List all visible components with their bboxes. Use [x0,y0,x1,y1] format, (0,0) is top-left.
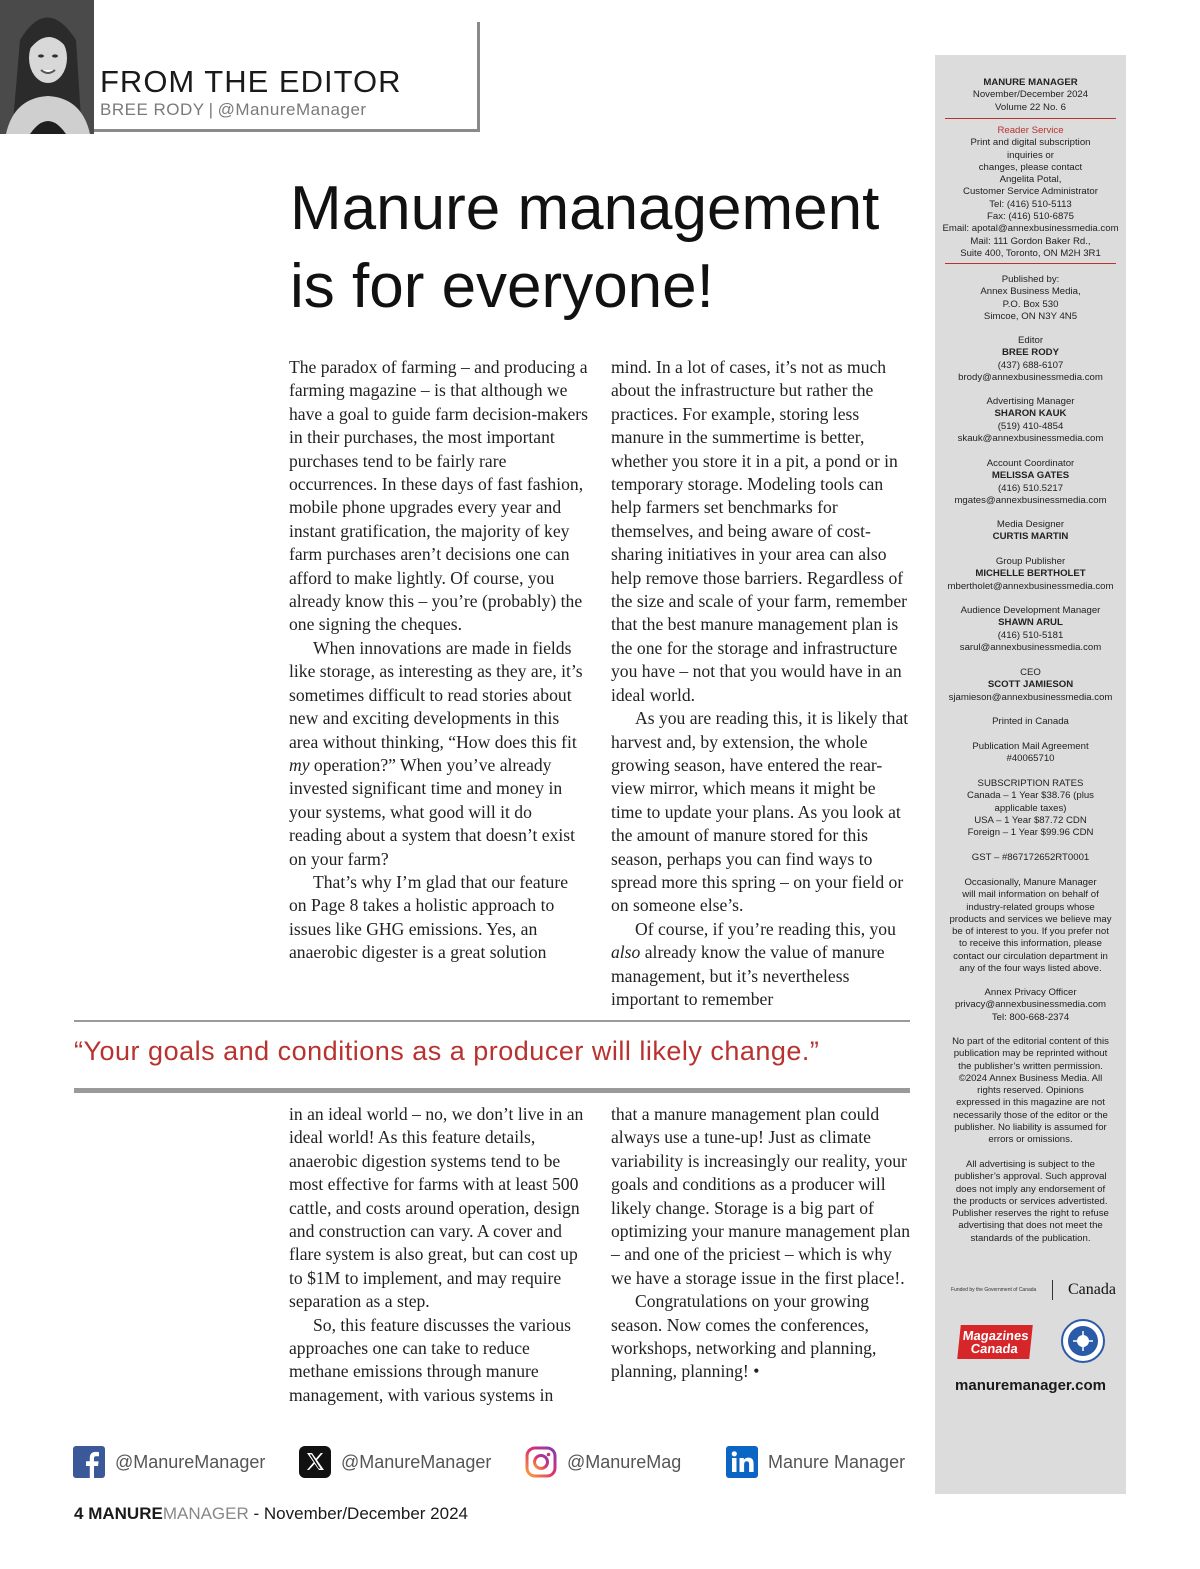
text-line: changes, please contact [978,161,1083,173]
text-line: All advertising is subject to the [965,1159,1096,1170]
canada-wordmark: Canada [1068,1281,1116,1298]
logo-text: Canada [970,1341,1019,1356]
text-line: Fax: (416) 510-6875 [987,211,1074,223]
text-line: the publisher’s written permission. [958,1060,1103,1072]
text-line: Publication Mail Agreement [972,741,1089,752]
paragraph: in an ideal world – no, we don’t live in an ideal world! As this feature details, anaerobic digestion systems tend to be most effective for farms with at least 500 cattle, and costs around operation, design and construction can vary. A cover and flare system is also great, but can cost up to $1M to implement, and may require separation as a step. [289,1104,584,1312]
funded-by-text: Funded by the Government of Canada [951,1287,1037,1293]
linkedin-icon [726,1446,758,1478]
article-column-3 [289,1103,589,1407]
text-line: No part of the editorial content of this [952,1036,1109,1047]
staff-name: CURTIS MARTIN [992,531,1069,543]
text-line: Foreign – 1 Year $99.96 CDN [967,827,1094,839]
footer-brand-light: MANAGER [162,1504,249,1523]
subscription-rates [935,778,1126,839]
staff-name: SCOTT JAMIESON [987,679,1074,691]
staff-name: MELISSA GATES [991,470,1070,482]
masthead-issue: November/December 2024 [972,89,1089,101]
text-line: advertising that does not meet the [958,1220,1103,1232]
government-of-canada-logo [951,1280,1116,1300]
masthead-divider [945,118,1116,119]
text-line: Tel: (416) 510-5113 [989,198,1072,210]
social-facebook[interactable] [73,1444,265,1480]
staff-phone: (416) 510-5181 [997,629,1064,641]
text-line: rights reserved. Opinions [977,1085,1084,1097]
staff-phone: (416) 510.5217 [997,482,1064,494]
staff-role: Media Designer [996,519,1065,530]
staff-name: SHARON KAUK [994,408,1067,420]
text-line: P.O. Box 530 [1002,298,1059,310]
text-line: Email: apotal@annexbusinessmedia.com [942,223,1119,235]
privacy-officer [935,987,1126,1024]
magazines-canada-logo [957,1325,1033,1359]
text-line: Canada – 1 Year $38.76 (plus [967,790,1094,802]
text-line: Published by: [1001,274,1060,285]
circulation-seal-icon [1061,1319,1105,1363]
footer-brand-bold: MANURE [88,1504,163,1523]
text-line: inquiries or [1007,149,1054,161]
text-line: industry-related groups whose [966,901,1095,913]
staff-phone: (437) 688-6107 [997,359,1064,371]
article-column-2 [611,356,911,1011]
reader-service-heading: Reader Service [997,125,1064,136]
social-x[interactable] [299,1444,491,1480]
staff-name: SHAWN ARUL [998,617,1063,629]
instagram-icon [525,1446,557,1478]
social-instagram[interactable] [525,1444,681,1480]
staff-email: mgates@annexbusinessmedia.com [954,494,1107,506]
author-handle: @ManureManager [217,100,367,119]
headline-line-2: is for everyone! [290,252,714,321]
staff-role: Account Coordinator [986,458,1075,469]
text-line: Annex Privacy Officer [984,987,1077,998]
staff-ad-manager [935,396,1126,445]
text-line: privacy@annexbusinessmedia.com [954,999,1107,1011]
staff-audience [935,605,1126,654]
staff-phone: (519) 410-4854 [997,420,1064,432]
staff-account [935,458,1126,507]
gst-number: GST – #867172652RT0001 [971,852,1090,863]
paragraph [289,637,589,871]
instagram-handle: @ManureMag [567,1451,682,1472]
masthead-title-block [935,77,1126,114]
text-line: USA – 1 Year $87.72 CDN [974,814,1087,826]
copyright-notice [935,1036,1126,1147]
text-line: errors or omissions. [988,1134,1073,1146]
text-line: Simcoe, ON N3Y 4N5 [983,310,1078,322]
logo-text: Magazines [962,1328,1030,1343]
text-line: publisher. No liability is assumed for [954,1122,1107,1134]
text-line: be of interest to you. If you prefer not [952,926,1109,938]
article-column-1 [289,356,589,965]
text-line: Print and digital subscription [970,137,1091,149]
emphasis: also [611,942,641,963]
text-line: Tel: 800-668-2374 [991,1011,1070,1023]
pull-quote-rule-top [74,1020,910,1022]
staff-email: skauk@annexbusinessmedia.com [957,432,1104,444]
reader-service-block [935,125,1126,260]
emphasis: my [289,754,310,775]
text-line: contact our circulation department in [953,950,1108,962]
footer-issue: - November/December 2024 [253,1504,468,1523]
section-title: FROM THE EDITOR [100,64,402,99]
staff-ceo [935,667,1126,704]
rates-heading: SUBSCRIPTION RATES [977,778,1084,789]
staff-email: sarul@annexbusinessmedia.com [959,641,1102,653]
masthead-divider [945,263,1116,264]
paragraph: So, this feature discusses the various approaches one can take to reduce methane emissions through manure management, with various systems in [289,1314,571,1405]
author-name: BREE RODY [100,100,205,119]
printed-in: Printed in Canada [992,716,1069,727]
staff-email: brody@annexbusinessmedia.com [958,371,1103,383]
text-line: to receive this information, please [959,938,1102,950]
text-line: publication may be reprinted without [953,1048,1108,1060]
pull-quote-rule-bottom [74,1088,910,1093]
text-line: necessarily those of the editor or the [953,1109,1108,1121]
headline-line-1: Manure management [290,174,880,243]
publication-mail-agreement [935,741,1126,766]
masthead-title: MANURE MANAGER [983,77,1078,88]
staff-group-publisher [935,556,1126,593]
mailing-notice [935,877,1126,975]
text-line: does not imply any endorsement of [955,1183,1106,1195]
staff-role: CEO [1020,667,1041,678]
linkedin-handle: Manure Manager [768,1451,906,1472]
text-line: products and services we believe may [949,913,1112,925]
facebook-handle: @ManureManager [115,1451,266,1472]
paragraph: Congratulations on your growing season. Now comes the conferences, workshops, networking and planning, planning, planning! • [611,1291,877,1382]
paragraph: mind. In a lot of cases, it’s not as much about the infrastructure but rather the practices. For example, storing less manure in the summertime is better, whether you store it in a pit, a pond or in temporary storage. Modeling tools can help farmers set benchmarks for themselves, and being aware of cost-sharing initiatives in your area can also help remove those barriers. Regardless of the size and scale of your farm, remember that the best manure management plan is the one for the storage and infrastructure you have – not that you would have in an ideal world. [611,357,908,705]
website-url[interactable]: manuremanager.com [955,1377,1106,1394]
paragraph: that a manure management plan could always use a tune-up! Just as climate variability is increasingly our reality, your goals and conditions as a producer will likely change. Storage is a big part of optimizing your manure management plan – and one of the priciest – which is why we have a storage issue in the first place!. [611,1104,911,1288]
x-icon [299,1446,331,1478]
staff-role: Advertising Manager [986,396,1075,407]
text-line: Publisher reserves the right to refuse [952,1208,1109,1220]
text-line: standards of the publication. [970,1232,1091,1244]
byline [100,100,367,120]
byline-separator: | [208,100,214,119]
text-run: operation?” When you’ve already invested significant time and money in your systems, what good will it do reading about a system that doesn’t exist on your farm? [289,754,576,869]
text-line: ©2024 Annex Business Media. All [958,1072,1103,1084]
facebook-icon [73,1446,105,1478]
paragraph: The paradox of farming – and producing a farming magazine – is that although we have a goal to guide farm decision-makers in their purchases, the most important purchases tend to be fairly rare occurrences. In these days of fast fashion, mobile phone upgrades every year and instant gratification, the majority of key farm purchases aren’t decisions one can afford to make lightly. Of course, you already know this – you’re (probably) the one signing the cheques. [289,357,588,635]
staff-role: Audience Development Manager [960,605,1101,616]
staff-editor [935,335,1126,384]
advertising-notice [935,1159,1126,1245]
masthead-sidebar [935,55,1126,1494]
text-line: #40065710 [1006,753,1055,765]
paragraph: That’s why I’m glad that our feature on Page 8 takes a holistic approach to issues like GHG emissions. Yes, an anaerobic digester is a great solution [289,871,569,963]
page-number: 4 [74,1504,84,1523]
headline [290,170,920,326]
staff-email: mbertholet@annexbusinessmedia.com [947,580,1114,592]
text-line: Annex Business Media, [980,286,1081,298]
text-line: applicable taxes) [994,802,1067,814]
pull-quote: “Your goals and conditions as a producer will likely change.” [74,1036,820,1066]
logo-divider [1052,1280,1053,1300]
staff-name: BREE RODY [1001,347,1060,359]
x-handle: @ManureManager [341,1451,492,1472]
staff-role: Group Publisher [995,556,1066,567]
text-line: Occasionally, Manure Manager [964,877,1097,888]
text-run: Of course, if you’re reading this, you [635,918,896,939]
staff-role: Editor [1017,335,1044,346]
text-line: expressed in this magazine are not [956,1097,1105,1109]
page-footer [74,1504,468,1524]
text-line: Customer Service Administrator [963,186,1098,198]
text-line: Angelita Potal, [999,174,1062,186]
article-column-4 [611,1103,911,1384]
masthead-volume: Volume 22 No. 6 [995,101,1066,113]
text-run: already know the value of manure management, but it’s nevertheless important to remember [611,942,885,1009]
paragraph [611,918,911,1012]
social-linkedin[interactable] [726,1444,905,1480]
text-line: the products or services advertisted. [953,1195,1108,1207]
editor-photo [0,0,94,134]
paragraph: As you are reading this, it is likely that harvest and, by extension, the whole growing season, have entered the rear-view mirror, which means it might be time to update your plans. As you look at the amount of manure stored for this season, perhaps you can find ways to spread more this spring – on your field or on someone else’s. [611,708,909,916]
published-block [935,274,1126,323]
text-line: Suite 400, Toronto, ON M2H 3R1 [960,247,1101,259]
text-line: publisher’s approval. Such approval [954,1171,1107,1183]
text-line: any of the four ways listed above. [959,963,1102,975]
text-run: When innovations are made in fields like storage, as interesting as they are, it’s sometimes difficult to read stories about new and exciting developments in this area without thinking, “How does this fit [289,637,583,752]
text-line: Mail: 111 Gordon Baker Rd., [970,235,1091,247]
text-line: will mail information on behalf of [962,889,1099,901]
staff-email: sjamieson@annexbusinessmedia.com [948,691,1113,703]
staff-designer [935,519,1126,544]
staff-name: MICHELLE BERTHOLET [975,568,1086,580]
